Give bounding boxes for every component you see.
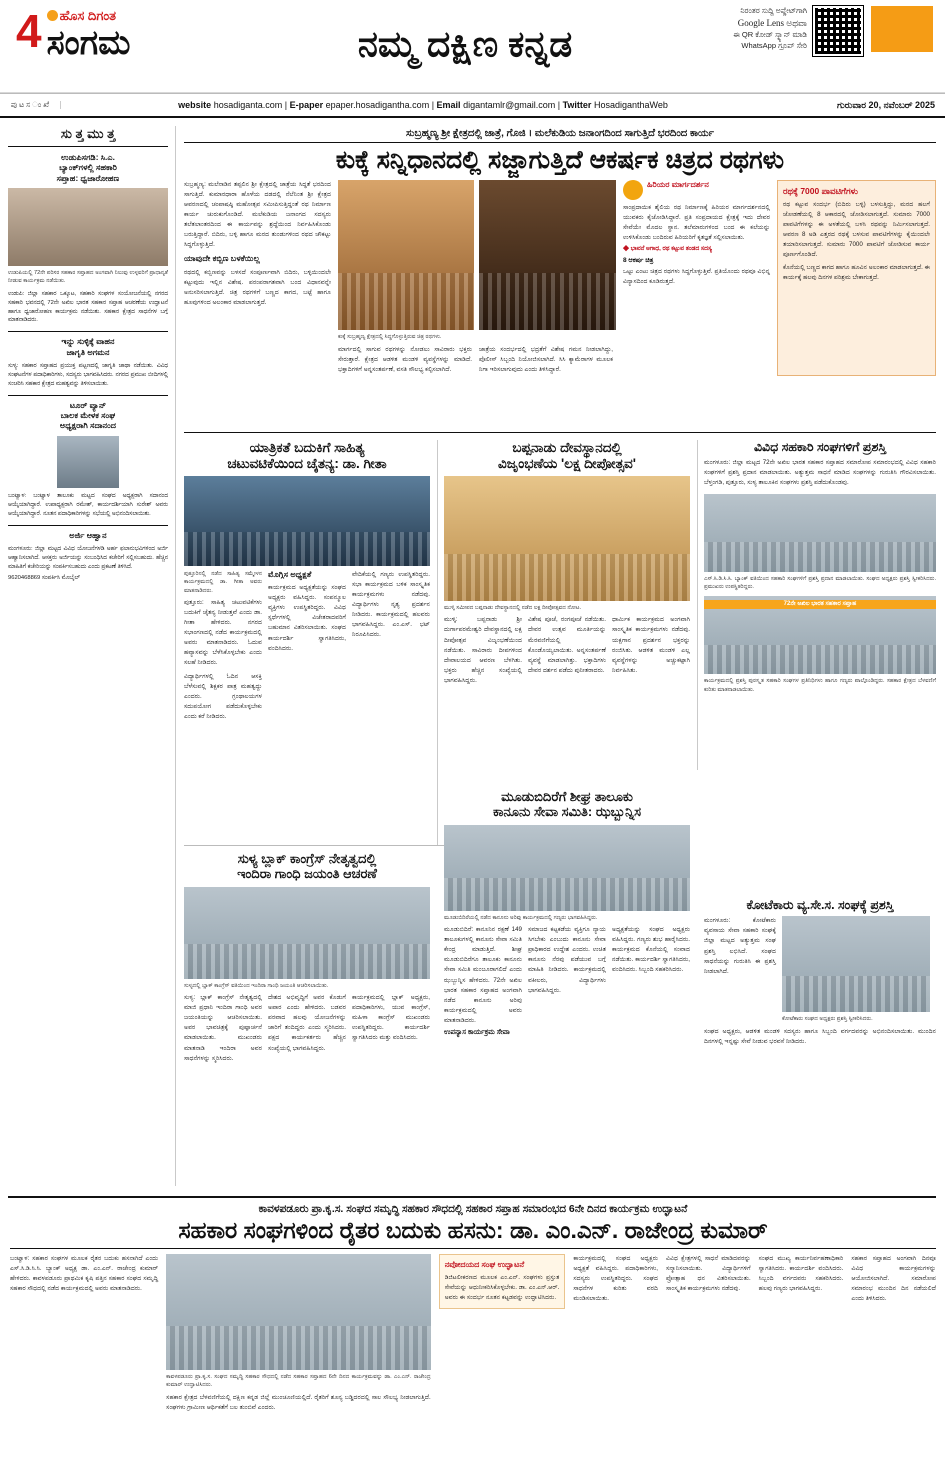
- story-congress-title-1: ಸುಳ್ಯ ಬ್ಲಾಕ್ ಕಾಂಗ್ರೆಸ್ ನೇತೃತ್ವದಲ್ಲಿ: [237, 851, 377, 866]
- special-box-label: 8 ಆಕರ್ಷ ಚಿತ್ರ: [623, 257, 654, 265]
- lead-right-box: [777, 180, 936, 376]
- bottom-sidebar: [439, 1254, 566, 1309]
- story-deepotsava: [444, 440, 690, 686]
- story-congress: [184, 852, 430, 1064]
- lead-sub-1: ಯಾವುದೇ ಕಬ್ಬಿಣ ಬಳಕೆಯಿಲ್ಲ: [184, 254, 260, 264]
- story-prashasti-photo-2: [704, 596, 936, 674]
- special-box-footnote: ◆ ಭಾವನೆ ಅಗಾಧ, ರಥ ಕಟ್ಟುವ ತಂಡದ ಸದಸ್ಯ: [623, 246, 712, 253]
- edition-title: ನಮ್ಮ ದಕ್ಷಿಣ ಕನ್ನಡ: [357, 23, 573, 64]
- qr-note-3: ಈ QR ಕೋಡ್ ಸ್ಕ್ಯಾನ್ ಮಾಡಿ: [733, 29, 807, 39]
- bottom-sidebar-body: ಡಿಜಿಟಲೀಕರಣದ ಮೂಲಕ ಎಂ.ಎನ್. ಸಂಘಗಳು ಪ್ರಸ್ತುತ ಸೇವೆಯನ್ನು ಆಧುನೀಕರಿಸಿಕೊಳ್ಳಬೇಕು. ಡಾ. ಎಂ.ಎನ್.ಆರ್. ಅವರು ಈ ಸಂದರ್ಭ ನೂತನ ಕಟ್ಟಡವನ್ನು ಉದ್ಘಾಟಿಸಿದರು.: [444, 1273, 560, 1301]
- epaper-value[interactable]: epaper.hosadigantha.com: [325, 100, 430, 110]
- lead-photo-2: [479, 180, 616, 330]
- story-legal-col2: ಸಮಾಜದ ಕಟ್ಟಕಡೆಯ ವ್ಯಕ್ತಿಗೂ ನ್ಯಾಯ ಸಿಗಬೇಕು ಎಂಬುದು ಕಾನೂನು ಸೇವಾ ಪ್ರಾಧಿಕಾರದ ಉದ್ದೇಶ ಎಂದರು. ಉಚಿತ ಕಾನೂನು ನೆರವು ಪಡೆಯುವ ಬಗ್ಗೆ ಮಾಹಿತಿ ನೀಡಿದರು. ಕಾರ್ಯಕ್ರಮದಲ್ಲಿ ವಕೀಲರು, ವಿದ್ಯಾರ್ಥಿಗಳು ಭಾಗವಹಿಸಿದ್ದರು.: [528, 926, 606, 994]
- story-kotekaru-title: ಕೋಟೆಕಾರು ವ್ಯ.ಸೇ.ಸ. ಸಂಘಕ್ಕೆ ಪ್ರಶಸ್ತಿ: [746, 898, 894, 912]
- story-deepotsava-title-2: ವಿಜೃಂಭಣೆಯ 'ಲಕ್ಷ ದೀಪೋತ್ಸವ': [498, 455, 636, 471]
- edition-title-wrap: [300, 23, 630, 64]
- masthead-accent-block: [871, 6, 933, 52]
- special-box-title: ಹಿರಿಯರ ಮಾರ್ಗದರ್ಶನ: [647, 180, 709, 189]
- left-story-3-heading-3: ಅಧ್ಯಕ್ಷರಾಗಿ ಸದಾನಂದ: [59, 421, 117, 431]
- lead-story: [184, 128, 936, 376]
- bottom-col2-text: ಸಹಕಾರ ಕ್ಷೇತ್ರದ ಬೆಳವಣಿಗೆಯಲ್ಲಿ ದಕ್ಷಿಣ ಕನ್ನಡ ಜಿಲ್ಲೆ ಮುಂಚೂಣಿಯಲ್ಲಿದೆ. ರೈತರಿಗೆ ಶೂನ್ಯ ಬಡ್ಡಿದರದಲ್ಲಿ ಸಾಲ ಸೌಲಭ್ಯ ನೀಡಲಾಗುತ್ತಿದೆ. ಸಂಘಗಳು ಗ್ರಾಮೀಣ ಆರ್ಥಿಕತೆಗೆ ಬಲ ತುಂಬಿವೆ ಎಂದರು.: [166, 1393, 431, 1411]
- story-kotekaru: [704, 898, 936, 1047]
- story-legal-photo: [444, 825, 690, 911]
- story-kotekaru-col2: ಸಂಘದ ಅಧ್ಯಕ್ಷರು, ಆಡಳಿತ ಮಂಡಳಿ ಸದಸ್ಯರು ಹಾಗೂ ಸಿಬ್ಬಂದಿ ವರ್ಗದವರನ್ನು ಅಭಿನಂದಿಸಲಾಯಿತು. ಮುಂದಿನ ದಿನಗಳಲ್ಲಿ ಇನ್ನಷ್ಟು ಸೇವೆ ನೀಡುವ ಭರವಸೆ ನೀಡಿದರು.: [704, 1027, 936, 1045]
- story-yatra-col1: ಪುತ್ತೂರು: ಸಾಹಿತ್ಯ ಚಟುವಟಿಕೆಗಳು ಬದುಕಿಗೆ ಚೈತನ್ಯ ನೀಡುತ್ತವೆ ಎಂದು ಡಾ. ಗೀತಾ ಹೇಳಿದರು. ನಗರದ ಸಭಾಂಗಣದಲ್ಲಿ ನಡೆದ ಕಾರ್ಯಕ್ರಮದಲ್ಲಿ ಅವರು ಮಾತನಾಡಿದರು. ಓದುವ ಹವ್ಯಾಸವನ್ನು ಬೆಳೆಸಿಕೊಳ್ಳಬೇಕು ಎಂದು ಸಲಹೆ ನೀಡಿದರು.: [184, 599, 262, 667]
- story-legal: [444, 790, 690, 1037]
- special-box-body: ಸಾಂಪ್ರದಾಯಿಕ ಶೈಲಿಯ ರಥ ನಿರ್ಮಾಣಕ್ಕೆ ಹಿರಿಯರ ಮಾರ್ಗದರ್ಶನದಲ್ಲಿ ಯುವಕರು ಕೈಜೋಡಿಸಿದ್ದಾರೆ. ಪ್ರತಿ ಸಂಪ್ರದಾಯದ ಕ್ಷೇತ್ರಕ್ಕೆ ಇದು ದೇವರ ಸೇವೆಯೇ ಮೊದಲ ಸ್ಥಾನ. ತಲೆಮಾರುಗಳಿಂದ ಬಂದ ಈ ಕಲೆಯನ್ನು ಉಳಿಸಿಕೊಂಡು ಬಂದಿರುವ ಹಿರಿಯರಿಗೆ ಕೃತಜ್ಞತೆ ಸಲ್ಲಿಸಲಾಯಿತು.: [623, 204, 770, 242]
- bottom-story: [10, 1203, 936, 1413]
- lead-photo-block: [338, 180, 616, 376]
- left-story-4-phone: 9620468869 ಸಂಪರ್ಕಿಸಿ ಮೊಬೈಲ್: [8, 574, 81, 581]
- lead-photo-caption: ಕುಕ್ಕೆ ಸುಬ್ರಹ್ಮಣ್ಯ ಕ್ಷೇತ್ರದಲ್ಲಿ ಸಿದ್ಧಗೊಳ್ಳುತ್ತಿರುವ ಚಿತ್ರ ರಥಗಳು.: [338, 334, 442, 340]
- story-yatra-col1b: ವಿದ್ಯಾರ್ಥಿಗಳಲ್ಲಿ ಓದಿನ ಆಸಕ್ತಿ ಬೆಳೆಸುವಲ್ಲಿ ಶಿಕ್ಷಕರ ಪಾತ್ರ ಮಹತ್ವದ್ದು ಎಂದರು. ಗ್ರಂಥಾಲಯಗಳ ಸದುಪಯೋಗ ಪಡೆದುಕೊಳ್ಳಬೇಕು ಎಂದು ಕರೆ ನೀಡಿದರು.: [184, 672, 262, 720]
- brand-name: ಹೊಸ ದಿಗಂತ: [47, 8, 131, 24]
- qr-instructions: [679, 6, 807, 52]
- story-prashasti-body: ಮಂಗಳೂರು: ಜಿಲ್ಲಾ ಮಟ್ಟದ 72ನೇ ಅಖಿಲ ಭಾರತ ಸಹಕಾರ ಸಪ್ತಾಹದ ಸಮಾರೋಪ ಸಮಾರಂಭದಲ್ಲಿ ವಿವಿಧ ಸಹಕಾರಿ ಸಂಘಗಳಿಗೆ ಪ್ರಶಸ್ತಿ ಪ್ರದಾನ ಮಾಡಲಾಯಿತು. ಅತ್ಯುತ್ತಮ ಸಾಧನೆ ಮಾಡಿದ ಸಂಘಗಳನ್ನು ಗುರುತಿಸಿ ಗೌರವಿಸಲಾಯಿತು. ಬೆಳ್ತಂಗಡಿ, ಪುತ್ತೂರು, ಸುಳ್ಯ ತಾಲೂಕಿನ ಸಂಘಗಳು ಪ್ರಶಸ್ತಿ ಪಡೆದುಕೊಂಡವು.: [704, 459, 936, 487]
- lead-photo-1: [338, 180, 474, 330]
- story-deepotsava-caption: ಮುಳ್ಕಿ ಸಮೀಪದ ಬಪ್ಪನಾಡು ದೇವಸ್ಥಾನದಲ್ಲಿ ನಡೆದ ಲಕ್ಷ ದೀಪೋತ್ಸವದ ನೋಟ.: [444, 605, 582, 612]
- left-story-3: [8, 395, 168, 519]
- left-story-4-heading: ಅರ್ಜಿ ಆಹ್ವಾನ: [69, 530, 107, 540]
- left-story-3-body: ಬಂಟ್ವಾಳ: ಬಂಟ್ವಾಳ ತಾಲೂಕು ಮಟ್ಟದ ಸಂಘದ ಅಧ್ಯಕ್ಷರಾಗಿ ಸದಾನಂದ ಆಯ್ಕೆಯಾಗಿದ್ದಾರೆ. ಉಪಾಧ್ಯಕ್ಷರಾಗಿ ರಮೇಶ್, ಕಾರ್ಯದರ್ಶಿಯಾಗಿ ಸುರೇಶ್ ಅವರು ಆಯ್ಕೆಯಾಗಿದ್ದಾರೆ. ನೂತನ ಪದಾಧಿಕಾರಿಗಳನ್ನು ಸಭೆಯಲ್ಲಿ ಅಭಿನಂದಿಸಲಾಯಿತು.: [8, 492, 168, 517]
- section-name: ಸಂಗಮ: [46, 24, 131, 62]
- left-story-1-heading-1: ಉಡುಪಿಸಗಡಿ: ಸಿ.ಎ.: [61, 153, 115, 162]
- qr-note-2: Google Lens ಅಥವಾ: [737, 17, 807, 28]
- lead-body-3: ಮಾರ್ಗದಲ್ಲಿ ಸಾಗುವ ರಥಗಳನ್ನು ನೋಡಲು ಸಾವಿರಾರು ಭಕ್ತರು ಸೇರುತ್ತಾರೆ. ಕ್ಷೇತ್ರದ ಆಡಳಿತ ಮಂಡಳಿ ವ್ಯವಸ್ಥೆಗಳನ್ನು ಮಾಡಿದೆ. ಭಕ್ತಾದಿಗಳಿಗೆ ಅನ್ನಸಂತರ್ಪಣೆ, ವಸತಿ ಸೌಲಭ್ಯ ಕಲ್ಪಿಸಲಾಗಿದೆ.: [338, 346, 472, 374]
- right-box-body-2: ಕೊನೆಯಲ್ಲಿ ಬಣ್ಣದ ಕಾಗದ ಹಾಗೂ ಹೂವಿನ ಅಲಂಕಾರ ಮಾಡಲಾಗುತ್ತದೆ. ಈ ಕಾರ್ಯಕ್ಕೆ ಹಲವು ದಿನಗಳ ಪರಿಶ್ರಮ ಬೇಕಾಗುತ್ತದೆ.: [783, 264, 930, 282]
- left-story-3-portrait: [57, 436, 119, 488]
- lead-body-2: ರಥದಲ್ಲಿ ಕಬ್ಬಿಣವನ್ನು ಬಳಸದೆ ಸಂಪೂರ್ಣವಾಗಿ ಬಿದಿರು, ಬಳ್ಳಿಯಿಂದಲೇ ಕಟ್ಟುವುದು ಇಲ್ಲಿನ ವಿಶೇಷ. ಪರಂಪರಾಗತವಾಗಿ ಬಂದ ವಿಧಾನವನ್ನೇ ಅನುಸರಿಸಲಾಗುತ್ತಿದೆ. ಚಿತ್ರ ರಥಗಳಿಗೆ ಬಣ್ಣದ ಕಾಗದ, ಬಟ್ಟೆ ಹಾಗೂ ಹೂವುಗಳಿಂದ ಅಲಂಕಾರ ಮಾಡಲಾಗುತ್ತದೆ.: [184, 268, 331, 306]
- story-deepotsava-title-1: ಬಪ್ಪನಾಡು ದೇವಸ್ಥಾನದಲ್ಲಿ: [512, 440, 622, 455]
- lead-kicker: ಸುಬ್ರಹ್ಮಣ್ಯ ಶ್ರೀ ಕ್ಷೇತ್ರದಲ್ಲಿ ಜಾತ್ರೆ, ಗೊಜಿ । ಮಲೆಕುಡಿಯ ಜನಾಂಗದಿಂದ ಸಾಗುತ್ತಿದೆ ಭರದಿಂದ ಕಾರ್ಯ: [406, 128, 714, 139]
- story-prashasti-banner: 72ನೇ ಅಖಿಲ ಭಾರತ ಸಹಕಾರ ಸಪ್ತಾಹ: [704, 600, 936, 609]
- bottom-col4-text: ವಿವಿಧ ಕ್ಷೇತ್ರಗಳಲ್ಲಿ ಸಾಧನೆ ಮಾಡಿದವರನ್ನು ಸನ್ಮಾನಿಸಲಾಯಿತು. ವಿದ್ಯಾರ್ಥಿಗಳಿಗೆ ಪ್ರೋತ್ಸಾಹ ಧನ ವಿತರಿಸಲಾಯಿತು. ಸಾಂಸ್ಕೃತಿಕ ಕಾರ್ಯಕ್ರಮಗಳು ನಡೆದವು.: [666, 1254, 751, 1292]
- qr-note-1: ನಿರಂತರ ಸುದ್ದಿ ಅಪ್ಡೇಟ್‌ಗಾಗಿ: [740, 6, 807, 15]
- email-label: Email: [436, 100, 461, 110]
- website-value[interactable]: hosadiganta.com: [213, 100, 283, 110]
- left-story-2-body: ಸುಳ್ಯ: ಸಹಕಾರ ಸಪ್ತಾಹದ ಪ್ರಯುಕ್ತ ಪಟ್ಟಣದಲ್ಲಿ ಜಾಗೃತಿ ಜಾಥಾ ನಡೆಯಿತು. ವಿವಿಧ ಸಂಘಟನೆಗಳ ಪದಾಧಿಕಾರಿಗಳು, ಸದಸ್ಯರು ಭಾಗವಹಿಸಿದರು. ನಗರದ ಪ್ರಮುಖ ಬೀದಿಗಳಲ್ಲಿ ಸಂಚರಿಸಿ ಸಹಕಾರ ಕ್ಷೇತ್ರದ ಮಹತ್ವವನ್ನು ತಿಳಿಸಲಾಯಿತು.: [8, 362, 168, 387]
- sutta-mutta-title: ಸು ತ್ತ ಮು ತ್ತ: [60, 126, 116, 141]
- story-congress-photo: [184, 887, 430, 979]
- lead-text-col: [184, 180, 331, 376]
- quote-icon: [623, 180, 643, 200]
- bottom-col5-text: ಸಂಘದ ಮುಖ್ಯ ಕಾರ್ಯನಿರ್ವಹಣಾಧಿಕಾರಿ ಸ್ವಾಗತಿಸಿದರು. ಕಾರ್ಯದರ್ಶಿ ವಂದಿಸಿದರು. ಸಿಬ್ಬಂದಿ ವರ್ಗದವರು ಸಹಕರಿಸಿದರು. ಹಲವು ಗಣ್ಯರು ಭಾಗವಹಿಸಿದ್ದರು.: [758, 1254, 844, 1292]
- story-congress-caption: ಸುಳ್ಯದಲ್ಲಿ ಬ್ಲಾಕ್ ಕಾಂಗ್ರೆಸ್ ವತಿಯಿಂದ ಇಂದಿರಾ ಗಾಂಧಿ ಜಯಂತಿ ಆಚರಿಸಲಾಯಿತು.: [184, 982, 329, 989]
- lead-special-box: [623, 180, 770, 376]
- lead-body-1: ಸುಬ್ರಹ್ಮಣ್ಯ: ಮಲೆನಾಡಿನ ತಪ್ಪಲಿನ ಶ್ರೀ ಕ್ಷೇತ್ರದಲ್ಲಿ ಜಾತ್ರೆಯ ಸಿದ್ಧತೆ ಭರದಿಂದ ಸಾಗುತ್ತಿದೆ. ಕುಮಾರಧಾರಾ ಹೊಳೆಯ ದಡದಲ್ಲಿ ನೆಲೆನಿಂತ ಶ್ರೀ ಕ್ಷೇತ್ರದ ಆವರಣದಲ್ಲಿ ಚಂಪಾಷಷ್ಠಿ ಮಹೋತ್ಸವ ಸಮೀಪಿಸುತ್ತಿದ್ದಂತೆ ರಥ ನಿರ್ಮಾಣ ಕಾರ್ಯ ಚುರುಕುಗೊಂಡಿದೆ. ಮಲೆಕುಡಿಯ ಜನಾಂಗದ ಸದಸ್ಯರು ತಲೆತಲಾಂತರದಿಂದ ಈ ಕಾರ್ಯವನ್ನು ಶ್ರದ್ಧೆಯಿಂದ ನಿರ್ವಹಿಸಿಕೊಂಡು ಬರುತ್ತಿದ್ದಾರೆ. ಬಿದಿರು, ಬಳ್ಳಿ ಹಾಗೂ ಮರದ ತುಂಡುಗಳಿಂದ ರಥದ ಚೌಕಟ್ಟು ಸಿದ್ಧಗೊಳ್ಳುತ್ತಿದೆ.: [184, 181, 331, 249]
- bottom-col3-text: ಕಾರ್ಯಕ್ರಮದಲ್ಲಿ ಸಂಘದ ಅಧ್ಯಕ್ಷರು ಅಧ್ಯಕ್ಷತೆ ವಹಿಸಿದ್ದರು. ಪದಾಧಿಕಾರಿಗಳು, ಸದಸ್ಯರು ಉಪಸ್ಥಿತರಿದ್ದರು. ಸಂಘದ ಸಾಧನೆಗಳ ಕುರಿತು ವರದಿ ಮಂಡಿಸಲಾಯಿತು.: [573, 1254, 659, 1302]
- story-prashasti-caption-2: ಕಾರ್ಯಕ್ರಮದಲ್ಲಿ ಪ್ರಶಸ್ತಿ ಪುರಸ್ಕೃತ ಸಹಕಾರಿ ಸಂಘಗಳ ಪ್ರತಿನಿಧಿಗಳು ಹಾಗೂ ಗಣ್ಯರು ಪಾಲ್ಗೊಂಡಿದ್ದರು. ಸಹಕಾರ ಕ್ಷೇತ್ರದ ಬೆಳವಣಿಗೆ ಕುರಿತು ಮಾತನಾಡಲಾಯಿತು.: [704, 678, 936, 693]
- right-box-body: ರಥ ಕಟ್ಟುವ ಸಂದರ್ಭ (ಬಿದಿರು ಬಳ್ಳಿ) ಬಳಸುತ್ತಿದ್ದು, ಮರದ ಹಲಗೆ ಜೋಡಣೆಯಲ್ಲಿ 8 ಆಕಾರದಲ್ಲಿ ಜೋಡಿಸಲಾಗುತ್ತದೆ. ಸುಮಾರು 7000 ಪಾವಟಿಗೆಗಳನ್ನು ಈ ಅಳತೆಯಲ್ಲಿ ಬಳಸಿ ರಥವನ್ನು ನಿರ್ಮಿಸಲಾಗುತ್ತದೆ. ಆವರಣ 8 ಅಡಿ ಎತ್ತರದ ರಥಕ್ಕೆ ಬಳಸುವ ಪಾವಟಿಗೆಗಳನ್ನು ಕೈಯಿಂದಲೇ ತಯಾರಿಸಲಾಗುತ್ತದೆ. ಸುಮಾರು 7000 ಪಾವಟಿಗೆ ಜೋಡಿಸುವ ಕಾರ್ಯ ಪೂರ್ಣಗೊಂಡಿದೆ.: [783, 201, 930, 259]
- left-story-1: [8, 153, 168, 325]
- bottom-sidebar-title: ನವೋದಯದ ಸಂಘ ಉದ್ಘಾಟನೆ: [444, 1259, 525, 1269]
- story-legal-title-1: ಮೂಡುಬಿದಿರೆಗೆ ಶೀಘ್ರ ತಾಲೂಕು: [501, 789, 633, 804]
- story-yatra-col3: ವೇದಿಕೆಯಲ್ಲಿ ಗಣ್ಯರು ಉಪಸ್ಥಿತರಿದ್ದರು. ಸಭಾ ಕಾರ್ಯಕ್ರಮದ ಬಳಿಕ ಸಾಂಸ್ಕೃತಿಕ ಕಾರ್ಯಕ್ರಮಗಳು ನಡೆದವು. ವಿದ್ಯಾರ್ಥಿಗಳು ನೃತ್ಯ ಪ್ರದರ್ಶನ ನೀಡಿದರು. ಕಾರ್ಯಕ್ರಮದಲ್ಲಿ ಹಲವರು ಭಾಗವಹಿಸಿದ್ದರು. ಎಂ.ಎಸ್. ಭಟ್ ನಿರೂಪಿಸಿದರು.: [352, 571, 430, 639]
- story-deepotsava-col2: ವಿಶೇಷ ಪೂಜೆ, ರಂಗಪೂಜೆ ನಡೆಯಿತು. ದೇವರ ಉತ್ಸವ ಮೂರ್ತಿಯನ್ನು ಮೆರವಣಿಗೆಯಲ್ಲಿ ಕೊಂಡೊಯ್ಯಲಾಯಿತು. ಅನ್ನಸಂತರ್ಪಣೆ ವ್ಯವಸ್ಥೆ ಮಾಡಲಾಗಿತ್ತು. ಭಕ್ತಾದಿಗಳು ದೇವರ ದರ್ಶನ ಪಡೆದು ಪುನೀತರಾದರು.: [528, 616, 606, 674]
- lead-body-4: ಜಾತ್ರೆಯ ಸಂದರ್ಭದಲ್ಲಿ ಭದ್ರತೆಗೆ ವಿಶೇಷ ಗಮನ ನೀಡಲಾಗಿದ್ದು, ಪೊಲೀಸ್ ಸಿಬ್ಬಂದಿ ನಿಯೋಜಿಸಲಾಗಿದೆ. ಸಿಸಿ ಕ್ಯಾಮೆರಾಗಳ ಮೂಲಕ ನಿಗಾ ಇರಿಸಲಾಗುವುದು ಎಂದು ತಿಳಿಸಿದ್ದಾರೆ.: [479, 346, 613, 374]
- left-story-1-photo: [8, 188, 168, 266]
- story-yatra: [184, 440, 430, 722]
- story-yatra-sub: ಮೊಗ್ಗಿಸ ಅಧ್ಯಕ್ಷತೆ: [268, 570, 312, 580]
- story-yatra-title-2: ಚಟುವಟಿಕೆಯಿಂದ ಚೈತನ್ಯ: ಡಾ. ಗೀತಾ: [227, 455, 387, 471]
- contact-line: website hosadiganta.com | E-paper epaper.hosadigantha.com | Email digantamlr@gmail.com | Twitter HosadiganthaWeb: [178, 100, 668, 110]
- left-story-1-heading-2: ಬ್ಯಾಂಕ್‌ಗಳಲ್ಲಿ ಸಹಕಾರಿ: [59, 163, 117, 173]
- story-congress-col1: ಸುಳ್ಯ: ಬ್ಲಾಕ್ ಕಾಂಗ್ರೆಸ್ ನೇತೃತ್ವದಲ್ಲಿ ಮಾಜಿ ಪ್ರಧಾನಿ ಇಂದಿರಾ ಗಾಂಧಿ ಅವರ ಜಯಂತಿಯನ್ನು ಆಚರಿಸಲಾಯಿತು. ಅವರ ಭಾವಚಿತ್ರಕ್ಕೆ ಪುಷ್ಪಾರ್ಚನೆ ಮಾಡಲಾಯಿತು. ಮುಖಂಡರು ಮಾತನಾಡಿ ಇಂದಿರಾ ಅವರ ಸಾಧನೆಗಳನ್ನು ಸ್ಮರಿಸಿದರು.: [184, 994, 262, 1062]
- bottom-photo-block: [166, 1254, 431, 1413]
- story-yatra-photo: [184, 476, 430, 566]
- left-story-4: [8, 525, 168, 583]
- story-yatra-caption: ಪುತ್ತೂರಿನಲ್ಲಿ ನಡೆದ ಸಾಹಿತ್ಯ ಸಮ್ಮೇಳನ ಕಾರ್ಯಕ್ರಮದಲ್ಲಿ ಡಾ. ಗೀತಾ ಅವರು ಮಾತನಾಡಿದರು.: [184, 571, 262, 594]
- left-story-2: [8, 331, 168, 388]
- left-story-3-heading-2: ಬಾಲಕ ಮೇಳಕ ಸಂಘ: [60, 411, 116, 421]
- story-congress-col3: ಕಾರ್ಯಕ್ರಮದಲ್ಲಿ ಬ್ಲಾಕ್ ಅಧ್ಯಕ್ಷರು, ಪದಾಧಿಕಾರಿಗಳು, ಯುವ ಕಾಂಗ್ರೆಸ್, ಮಹಿಳಾ ಕಾಂಗ್ರೆಸ್ ಮುಖಂಡರು ಉಪಸ್ಥಿತರಿದ್ದರು. ಕಾರ್ಯದರ್ಶಿ ಸ್ವಾಗತಿಸಿದರು ಮತ್ತು ವಂದಿಸಿದರು.: [352, 994, 430, 1042]
- bottom-col6-text: ಸಹಕಾರ ಸಪ್ತಾಹದ ಅಂಗವಾಗಿ ದಿನವೂ ವಿವಿಧ ಕಾರ್ಯಕ್ರಮಗಳನ್ನು ಆಯೋಜಿಸಲಾಗಿದೆ. ಸಮಾರೋಪ ಸಮಾರಂಭ ಮುಂದಿನ ದಿನ ನಡೆಯಲಿದೆ ಎಂದು ತಿಳಿಸಿದರು.: [851, 1254, 936, 1302]
- story-deepotsava-col3: ಧಾರ್ಮಿಕ ಕಾರ್ಯಕ್ರಮದ ಅಂಗವಾಗಿ ಸಾಂಸ್ಕೃತಿಕ ಕಾರ್ಯಕ್ರಮಗಳು ನಡೆದವು. ಯಕ್ಷಗಾನ ಪ್ರದರ್ಶನ ಭಕ್ತರನ್ನು ರಂಜಿಸಿತು. ಆಡಳಿತ ಮಂಡಳಿ ಎಲ್ಲ ವ್ಯವಸ್ಥೆಗಳನ್ನು ಅಚ್ಚುಕಟ್ಟಾಗಿ ನಿರ್ವಹಿಸಿತು.: [612, 616, 690, 674]
- left-story-3-heading-1: ಟೂರ್ ವ್ಯಾನ್: [69, 400, 107, 410]
- epaper-label: E-paper: [289, 100, 324, 110]
- story-legal-col3: ಅಧ್ಯಕ್ಷತೆಯನ್ನು ಸಂಘದ ಅಧ್ಯಕ್ಷರು ವಹಿಸಿದ್ದರು. ಗಣ್ಯರು ಶುಭ ಹಾರೈಸಿದರು. ಕಾರ್ಯಕ್ರಮದ ಕೊನೆಯಲ್ಲಿ ಸಂವಾದ ನಡೆಯಿತು. ಕಾರ್ಯದರ್ಶಿ ಸ್ವಾಗತಿಸಿದರು, ವಂದಿಸಿದರು. ಸಿಬ್ಬಂದಿ ಸಹಕರಿಸಿದರು.: [612, 926, 690, 974]
- story-legal-title-2: ಕಾನೂನು ಸೇವಾ ಸಮಿತಿ: ಝಬ್ಬುನ್ನಿಸ: [493, 803, 641, 819]
- story-prashasti-photo-1: [704, 494, 936, 572]
- story-kotekaru-caption: ಕೋಟೆಕಾರು ಸಂಘದ ಅಧ್ಯಕ್ಷರು ಪ್ರಶಸ್ತಿ ಸ್ವೀಕರಿಸಿದರು.: [782, 1016, 873, 1023]
- story-congress-title-2: ಇಂದಿರಾ ಗಾಂಧಿ ಜಯಂತಿ ಆಚರಣೆ: [237, 865, 377, 881]
- story-yatra-col2: ಕಾರ್ಯಕ್ರಮದ ಅಧ್ಯಕ್ಷತೆಯನ್ನು ಸಂಘದ ಅಧ್ಯಕ್ಷರು ವಹಿಸಿದ್ದರು. ಸಂಪನ್ಮೂಲ ವ್ಯಕ್ತಿಗಳು ಉಪಸ್ಥಿತರಿದ್ದರು. ವಿವಿಧ ಸ್ಪರ್ಧೆಗಳಲ್ಲಿ ವಿಜೇತರಾದವರಿಗೆ ಬಹುಮಾನ ವಿತರಿಸಲಾಯಿತು. ಸಂಘದ ಕಾರ್ಯದರ್ಶಿ ಸ್ವಾಗತಿಸಿದರು, ವಂದಿಸಿದರು.: [268, 584, 346, 652]
- masthead-right: [679, 6, 933, 56]
- left-story-1-body: ಉಡುಪಿ: ಜಿಲ್ಲಾ ಸಹಕಾರ ಒಕ್ಕೂಟ, ಸಹಕಾರಿ ಸಂಘಗಳ ಸಂಯೋಜನೆಯಲ್ಲಿ ನಗರದ ಸಹಕಾರಿ ಭವನದಲ್ಲಿ 72ನೇ ಅಖಿಲ ಭಾರತ ಸಹಕಾರ ಸಪ್ತಾಹ ಆಚರಣೆಯ ಉದ್ಘಾಟನೆ ಹಾಗೂ ಧ್ವಜಾರೋಹಣ ಕಾರ್ಯಕ್ರಮ ನಡೆಯಿತು. ಸಹಕಾರ ಕ್ಷೇತ್ರದ ಸಾಧನೆಗಳ ಬಗ್ಗೆ ಮಾತನಾಡಿದರು.: [8, 290, 168, 324]
- bottom-kicker: ಕಾವಳಪಡೂರು ಪ್ರಾ.ಕೃ.ಸ. ಸಂಘದ ಸಮೃದ್ಧಿ ಸಹಕಾರ ಸೌಧದಲ್ಲಿ ಸಹಕಾರ ಸಪ್ತಾಹ ಸಮಾರಂಭದ 6ನೇ ದಿನದ ಕಾರ್ಯಕ್ರಮ ಉದ್ಘಾಟನೆ: [258, 1203, 688, 1215]
- story-sahakari-prashasti: [704, 440, 936, 694]
- masthead: [0, 0, 945, 93]
- page-label: ಪು ಟ ಸ ಂ ಖೆ: [0, 101, 61, 110]
- story-legal-col1: ಮೂಡುಬಿದಿರೆ: ಕಾನೂನಿನ ರಕ್ಷಣೆ 149 ತಾಲೂಕುಗಳಲ್ಲಿ ಕಾನೂನು ಸೇವಾ ಸಮಿತಿ ಕೇಂದ್ರ ಮಾಡುತ್ತಿದೆ. ಶೀಘ್ರ ಮೂಡುಬಿದಿರೆಗೂ ತಾಲೂಕು ಕಾನೂನು ಸೇವಾ ಸಮಿತಿ ಮಂಜೂರಾಗಲಿದೆ ಎಂದು ಝಬ್ಬುನ್ನಿಸ ಹೇಳಿದರು. 72ನೇ ಅಖಿಲ ಭಾರತ ಸಹಕಾರ ಸಪ್ತಾಹದ ಅಂಗವಾಗಿ ನಡೆದ ಕಾನೂನು ಅರಿವು ಕಾರ್ಯಕ್ರಮದಲ್ಲಿ ಅವರು ಮಾತನಾಡಿದರು.: [444, 926, 522, 1024]
- bottom-col-3: [573, 1254, 658, 1413]
- story-kotekaru-col1: ಮಂಗಳೂರು: ಕೋಟೆಕಾರು ವ್ಯವಸಾಯ ಸೇವಾ ಸಹಕಾರಿ ಸಂಘಕ್ಕೆ ಜಿಲ್ಲಾ ಮಟ್ಟದ ಅತ್ಯುತ್ತಮ ಸಂಘ ಪ್ರಶಸ್ತಿ ಲಭಿಸಿದೆ. ಸಂಘದ ಸಾಧನೆಯನ್ನು ಗುರುತಿಸಿ ಈ ಪ್ರಶಸ್ತಿ ನೀಡಲಾಗಿದೆ.: [704, 917, 776, 975]
- right-box-title: ರಥಕ್ಕೆ 7000 ಪಾವಟಿಗೆಗಳು: [783, 186, 858, 196]
- website-label: website: [178, 100, 212, 110]
- left-rail: [8, 126, 168, 583]
- left-story-1-heading-3: ಸಪ್ತಾಹ: ಧ್ವಜಾರೋಹಣ: [56, 173, 120, 183]
- masthead-left: [16, 5, 266, 62]
- publication-date: ಗುರುವಾರ 20, ನವೆಂಬರ್ 2025: [836, 99, 935, 110]
- qr-note-4: WhatsApp ಗ್ರೂಪ್ ಸೇರಿ: [741, 40, 807, 50]
- bottom-col-5: [759, 1254, 844, 1413]
- bottom-photo: [166, 1254, 431, 1370]
- left-story-2-heading-1: ಇನ್ನು ಸುಳ್ಳಿಕ್ಕೆ ವಾಹನ: [61, 337, 115, 347]
- info-strip: [0, 93, 945, 118]
- bottom-col-1: [10, 1254, 158, 1413]
- story-legal-sub: ಉಪನ್ಯಾಸ ಕಾರ್ಯಕ್ರಮ ಸೇವಾ: [444, 1028, 510, 1036]
- email-value[interactable]: digantamlr@gmail.com: [463, 100, 556, 110]
- bottom-photo-caption: ಕಾವಳಪಡೂರು ಪ್ರಾ.ಕೃ.ಸ. ಸಂಘದ ಸಮೃದ್ಧಿ ಸಹಕಾರ ಸೌಧದಲ್ಲಿ ನಡೆದ ಸಹಕಾರ ಸಪ್ತಾಹದ 6ನೇ ದಿನದ ಕಾರ್ಯಕ್ರಮವನ್ನು ಡಾ. ಎಂ.ಎನ್. ರಾಜೇಂದ್ರ ಕುಮಾರ್ ಉದ್ಘಾಟಿಸಿದರು.: [166, 1373, 431, 1389]
- story-deepotsava-photo: [444, 476, 690, 601]
- bottom-col-4: [666, 1254, 751, 1413]
- left-story-2-heading-2: ಜಾಗೃತಿ ಅಗಮನ: [66, 347, 110, 357]
- story-yatra-title-1: ಯಾತ್ರಿಕತೆ ಬದುಕಿಗೆ ಸಾಹಿತ್ಯ: [249, 440, 365, 455]
- left-story-1-caption: ಉಡುಪಿಯಲ್ಲಿ 72ನೇ ಪರಿಸರ ಸಹಕಾರ ಸಪ್ತಾಹದ ಅಂಗವಾಗಿ ನಿಲುವು ಉಳ್ಳವರಿಗೆ ಪ್ರಾಧಾನ್ಯತೆ ನೀಡುವ ಕಾರ್ಯಕ್ರಮ ನಡೆಯಿತು.: [8, 269, 168, 285]
- page-number: 4: [16, 5, 41, 57]
- story-deepotsava-col1: ಮುಳ್ಕಿ: ಬಪ್ಪನಾಡು ಶ್ರೀ ದುರ್ಗಾಪರಮೇಶ್ವರಿ ದೇವಸ್ಥಾನದಲ್ಲಿ ಲಕ್ಷ ದೀಪೋತ್ಸವ ವಿಜೃಂಭಣೆಯಿಂದ ನಡೆಯಿತು. ಸಾವಿರಾರು ದೀಪಗಳಿಂದ ದೇವಾಲಯದ ಆವರಣ ಬೆಳಗಿತು. ಭಕ್ತರು ಹೆಚ್ಚಿನ ಸಂಖ್ಯೆಯಲ್ಲಿ ಭಾಗವಹಿಸಿದ್ದರು.: [444, 616, 522, 684]
- story-prashasti-title: ವಿವಿಧ ಸಹಕಾರಿ ಸಂಘಗಳಿಗೆ ಪ್ರಶಸ್ತಿ: [753, 440, 887, 454]
- story-prashasti-caption-1: ಎಸ್.ಸಿ.ಡಿ.ಸಿ.ಸಿ. ಬ್ಯಾಂಕ್ ವತಿಯಿಂದ ಸಹಕಾರಿ ಸಂಘಗಳಿಗೆ ಪ್ರಶಸ್ತಿ ಪ್ರದಾನ ಮಾಡಲಾಯಿತು. ಸಂಘದ ಅಧ್ಯಕ್ಷರು ಪ್ರಶಸ್ತಿ ಸ್ವೀಕರಿಸಿದರು. ಪ್ರಮುಖರು ಉಪಸ್ಥಿತರಿದ್ದರು.: [704, 575, 936, 590]
- story-legal-caption: ಮೂಡುಬಿದಿರೆಯಲ್ಲಿ ನಡೆದ ಕಾನೂನು ಅರಿವು ಕಾರ್ಯಕ್ರಮದಲ್ಲಿ ಗಣ್ಯರು ಭಾಗವಹಿಸಿದ್ದರು.: [444, 914, 598, 921]
- bottom-col-6: [851, 1254, 936, 1413]
- story-congress-col2: ದೇಶದ ಅಭಿವೃದ್ಧಿಗೆ ಅವರ ಕೊಡುಗೆ ಅಪಾರ ಎಂದು ಹೇಳಿದರು. ಬಡವರ ಪರವಾದ ಹಲವು ಯೋಜನೆಗಳನ್ನು ಜಾರಿಗೆ ತಂದಿದ್ದರು ಎಂದು ಸ್ಮರಿಸಿದರು. ಪಕ್ಷದ ಕಾರ್ಯಕರ್ತರು ಹೆಚ್ಚಿನ ಸಂಖ್ಯೆಯಲ್ಲಿ ಭಾಗವಹಿಸಿದ್ದರು.: [268, 994, 346, 1052]
- bottom-headline: ಸಹಕಾರ ಸಂಘಗಳಿಂದ ರೈತರ ಬದುಕು ಹಸನು: ಡಾ. ಎಂ.ಎನ್. ರಾಜೇಂದ್ರ ಕುಮಾರ್: [178, 1217, 768, 1243]
- bottom-col1-text: ಬಂಟ್ವಾಳ: ಸಹಕಾರ ಸಂಘಗಳ ಮೂಲಕ ರೈತರ ಬದುಕು ಹಸನಾಗಿದೆ ಎಂದು ಎಸ್.ಸಿ.ಡಿ.ಸಿ.ಸಿ. ಬ್ಯಾಂಕ್ ಅಧ್ಯಕ್ಷ ಡಾ. ಎಂ.ಎನ್. ರಾಜೇಂದ್ರ ಕುಮಾರ್ ಹೇಳಿದರು. ಕಾವಳಪಡೂರು ಪ್ರಾಥಮಿಕ ಕೃಷಿ ಪತ್ತಿನ ಸಹಕಾರ ಸಂಘದ ಸಮೃದ್ಧಿ ಸಹಕಾರ ಸೌಧದಲ್ಲಿ ನಡೆದ ಕಾರ್ಯಕ್ರಮದಲ್ಲಿ ಅವರು ಮಾತನಾಡಿದರು.: [10, 1254, 159, 1292]
- twitter-value[interactable]: HosadiganthaWeb: [593, 100, 668, 110]
- left-story-4-body: ಮಂಗಳೂರು: ಜಿಲ್ಲಾ ಮಟ್ಟದ ವಿವಿಧ ಯೋಜನೆಗಳಡಿ ಅರ್ಹ ಫಲಾನುಭವಿಗಳಿಂದ ಅರ್ಜಿ ಆಹ್ವಾನಿಸಲಾಗಿದೆ. ಆಸಕ್ತರು ಅರ್ಜಿಯನ್ನು ಸಂಬಂಧಿಸಿದ ಕಚೇರಿಗೆ ಸಲ್ಲಿಸಬಹುದು. ಹೆಚ್ಚಿನ ಮಾಹಿತಿಗೆ ಕಚೇರಿಯನ್ನು ಸಂಪರ್ಕಿಸಬಹುದು ಎಂದು ಪ್ರಕಟಣೆ ತಿಳಿಸಿದೆ.: [8, 545, 168, 570]
- lead-headline: ಕುಕ್ಕೆ ಸನ್ನಿಧಾನದಲ್ಲಿ ಸಜ್ಜಾಗುತ್ತಿದೆ ಆಕರ್ಷಕ ಚಿತ್ರದ ರಥಗಳು: [335, 146, 785, 174]
- special-box-body-2: ಒಟ್ಟು ಎಂಟು ಚಿತ್ರದ ರಥಗಳು ಸಿದ್ಧಗೊಳ್ಳುತ್ತಿವೆ. ಪ್ರತಿಯೊಂದು ರಥವೂ ವಿಭಿನ್ನ ವಿನ್ಯಾಸದಿಂದ ಕೂಡಿರುತ್ತದೆ.: [623, 268, 770, 286]
- story-kotekaru-photo: [782, 916, 930, 1012]
- qr-code-icon[interactable]: [813, 6, 863, 56]
- twitter-label: Twitter: [562, 100, 592, 110]
